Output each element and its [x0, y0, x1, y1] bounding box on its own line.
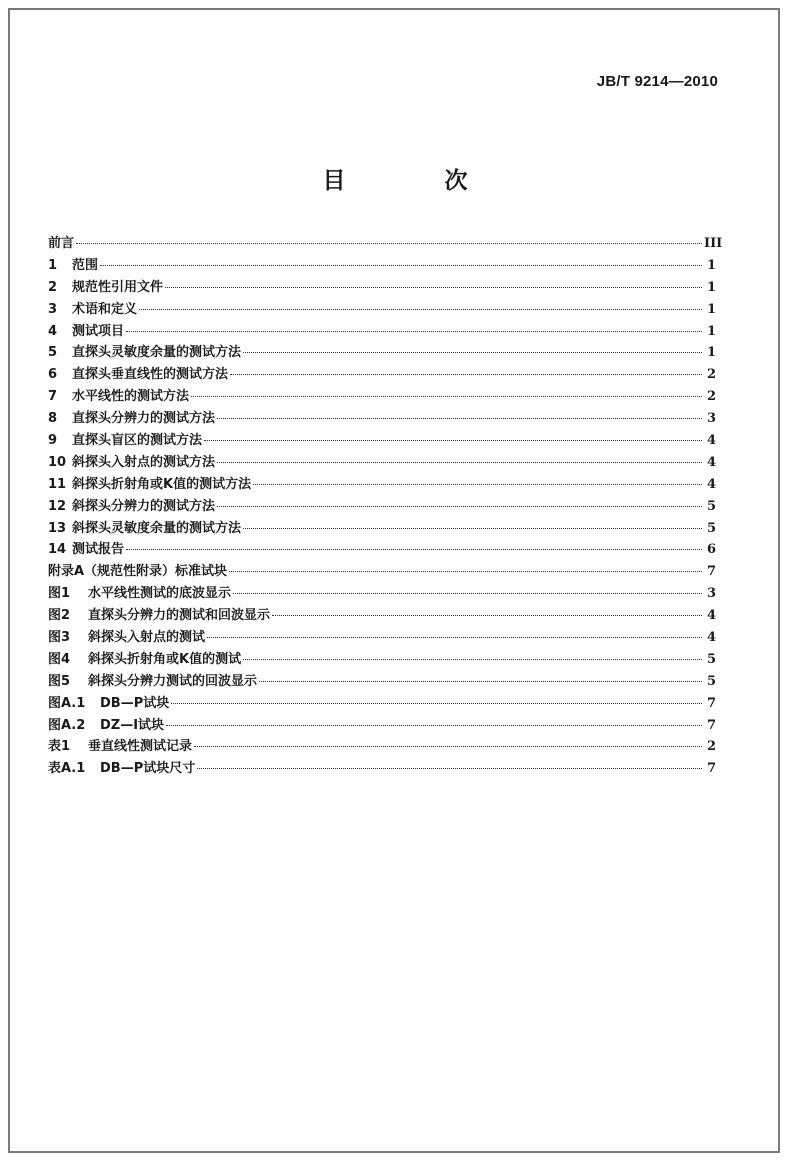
toc-entry-number: 5 [48, 345, 58, 361]
toc-leader-dots [197, 768, 702, 769]
toc-entry [48, 670, 716, 692]
toc-entry-label: 斜探头分辨力测试的回波显示 [88, 673, 258, 689]
toc-entry-label: 斜探头灵敏度余量的测试方法 [72, 520, 242, 536]
toc-entry-label: 术语和定义 [72, 301, 138, 317]
toc-entry-label: 测试报告 [72, 542, 125, 558]
toc-leader-dots [126, 331, 702, 332]
toc-entry [48, 604, 716, 626]
toc-entry-page: 5 [706, 651, 716, 667]
toc-entry [48, 429, 716, 451]
page-title: 目 次 [322, 168, 506, 194]
toc-leader-dots [217, 418, 702, 419]
toc-entry-page: 2 [706, 739, 716, 755]
toc-entry [48, 560, 716, 582]
toc-entry [48, 648, 716, 670]
toc-entry-label: DB—P试块尺寸 [100, 761, 196, 777]
toc-entry-number: 2 [48, 279, 58, 295]
toc-entry [48, 341, 716, 363]
toc-entry-page: 5 [706, 520, 716, 536]
toc-leader-dots [253, 484, 702, 485]
toc-entry [48, 298, 716, 320]
toc-entry-number: 4 [48, 323, 58, 339]
toc-entry [48, 735, 716, 757]
toc-entry [48, 232, 723, 254]
toc-entry [48, 538, 716, 560]
toc-entry-page: 7 [706, 695, 716, 711]
toc-leader-dots [194, 746, 702, 747]
toc-leader-dots [165, 287, 702, 288]
toc-entry-label: 斜探头分辨力的测试方法 [72, 498, 216, 514]
toc-entry-label: 垂直线性测试记录 [88, 739, 193, 755]
toc-entry-number: 图A.1 [48, 695, 86, 711]
toc-entry-number: 图5 [48, 673, 71, 689]
toc-entry-label: 测试项目 [72, 323, 125, 339]
toc-entry-number: 图1 [48, 586, 71, 602]
toc-entry-page: 5 [706, 673, 716, 689]
toc-leader-dots [207, 637, 702, 638]
toc-entry-number: 13 [48, 520, 67, 536]
toc-entry [48, 385, 716, 407]
toc-leader-dots [272, 615, 702, 616]
toc-leader-dots [243, 352, 702, 353]
toc-entry-number: 图3 [48, 630, 71, 646]
toc-entry-number: 7 [48, 389, 58, 405]
toc-entry-number: 图2 [48, 608, 71, 624]
toc-leader-dots [243, 528, 702, 529]
toc-entry-page: 4 [706, 454, 716, 470]
toc-entry-label: DZ—I试块 [100, 717, 165, 733]
toc-entry-number: 表1 [48, 739, 71, 755]
toc-entry-label: 斜探头折射角或K值的测试 [88, 651, 242, 667]
toc-leader-dots [243, 659, 702, 660]
toc-entry-page: 1 [706, 323, 716, 339]
toc-entry-number: 3 [48, 301, 58, 317]
toc-entry-label: 直探头分辨力的测试和回波显示 [88, 608, 271, 624]
toc-entry-page: 5 [706, 498, 716, 514]
toc-leader-dots [126, 549, 702, 550]
toc-entry [48, 254, 716, 276]
toc-entry [48, 473, 716, 495]
toc-leader-dots [204, 440, 702, 441]
toc-entry-page: 1 [706, 345, 716, 361]
table-of-contents [48, 232, 723, 779]
toc-entry-label: 规范性引用文件 [72, 279, 164, 295]
toc-entry-number: 9 [48, 433, 58, 449]
toc-entry-label: 水平线性的测试方法 [72, 389, 190, 405]
toc-entry [48, 363, 716, 385]
toc-entry-number: 1 [48, 257, 58, 273]
toc-entry-page: 2 [706, 367, 716, 383]
toc-entry [48, 626, 716, 648]
toc-entry [48, 495, 716, 517]
toc-entry-label: 斜探头入射点的测试 [88, 630, 206, 646]
toc-entry-number: 表A.1 [48, 761, 86, 777]
toc-entry-page: 7 [706, 564, 716, 580]
toc-entry-page: 1 [706, 257, 716, 273]
toc-entry-page: 4 [706, 608, 716, 624]
toc-entry-page: 3 [706, 411, 716, 427]
toc-entry-label: 斜探头折射角或K值的测试方法 [72, 476, 252, 492]
toc-leader-dots [217, 506, 702, 507]
toc-entry [48, 320, 716, 342]
toc-entry-number: 6 [48, 367, 58, 383]
document-number: JB/T 9214—2010 [596, 73, 718, 90]
toc-entry-label: 斜探头入射点的测试方法 [72, 454, 216, 470]
toc-entry-page: 4 [706, 476, 716, 492]
toc-entry-label: DB—P试块 [100, 695, 170, 711]
toc-entry [48, 692, 716, 714]
toc-entry-label: 直探头灵敏度余量的测试方法 [72, 345, 242, 361]
toc-entry-label: 前言 [48, 236, 75, 251]
toc-entry-number: 图A.2 [48, 717, 86, 733]
toc-leader-dots [191, 396, 702, 397]
toc-leader-dots [100, 265, 702, 266]
toc-leader-dots [139, 309, 702, 310]
toc-entry-page: 3 [706, 586, 716, 602]
toc-entry-label: 附录A（规范性附录）标准试块 [48, 564, 228, 580]
toc-entry-label: 直探头分辨力的测试方法 [72, 411, 216, 427]
toc-leader-dots [259, 681, 702, 682]
toc-entry-number: 14 [48, 542, 67, 558]
toc-leader-dots [171, 703, 702, 704]
toc-leader-dots [230, 374, 702, 375]
toc-entry-number: 12 [48, 498, 67, 514]
toc-leader-dots [233, 593, 702, 594]
toc-leader-dots [217, 462, 702, 463]
toc-entry [48, 407, 716, 429]
toc-entry-page: 4 [706, 433, 716, 449]
toc-entry-label: 范围 [72, 257, 99, 273]
toc-leader-dots [166, 725, 702, 726]
toc-entry [48, 714, 716, 736]
toc-entry-page: III [704, 236, 723, 251]
toc-entry-label: 直探头垂直线性的测试方法 [72, 367, 229, 383]
toc-entry-number: 图4 [48, 651, 71, 667]
toc-entry-page: 7 [706, 761, 716, 777]
toc-entry-page: 7 [706, 717, 716, 733]
toc-entry-number: 10 [48, 454, 67, 470]
toc-entry-page: 2 [706, 389, 716, 405]
toc-entry-page: 1 [706, 301, 716, 317]
toc-entry [48, 517, 716, 539]
toc-entry [48, 757, 716, 779]
toc-entry-label: 直探头盲区的测试方法 [72, 433, 203, 449]
toc-entry-page: 1 [706, 279, 716, 295]
toc-entry [48, 582, 716, 604]
toc-entry-page: 4 [706, 630, 716, 646]
toc-entry-label: 水平线性测试的底波显示 [88, 586, 232, 602]
toc-leader-dots [229, 571, 702, 572]
toc-leader-dots [76, 243, 702, 244]
toc-entry-number: 8 [48, 411, 58, 427]
toc-entry-number: 11 [48, 476, 67, 492]
toc-entry-page: 6 [706, 542, 716, 558]
toc-entry [48, 276, 716, 298]
toc-entry [48, 451, 716, 473]
